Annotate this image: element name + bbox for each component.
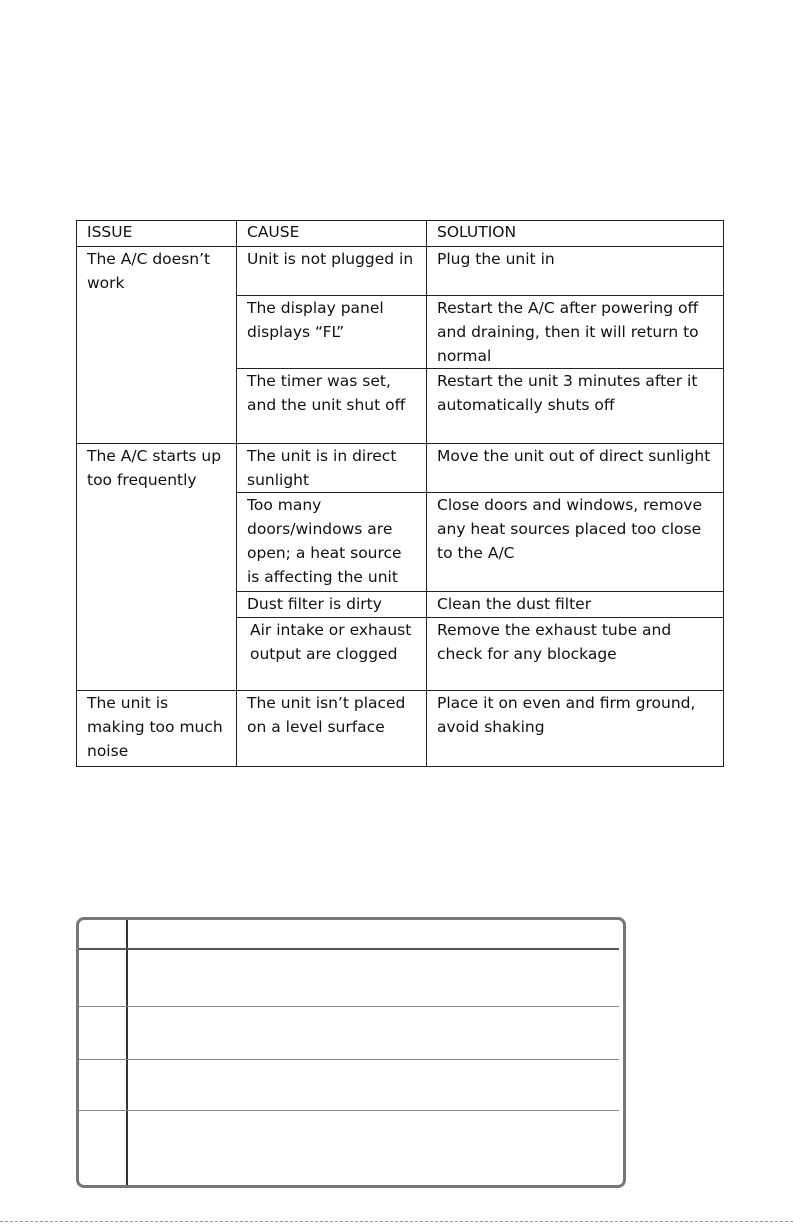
cause-cell: The unit is in direct sunlight: [237, 444, 427, 493]
cause-cell: The timer was set, and the unit shut off: [237, 369, 427, 444]
solution-cell: Plug the unit in: [427, 247, 724, 296]
table-row: [77, 444, 724, 493]
page-bottom-rule: [0, 1221, 793, 1222]
grid-header-divider: [79, 948, 619, 950]
troubleshooting-table: [76, 220, 724, 767]
cause-cell: The unit isn’t placed on a level surface: [237, 691, 427, 767]
cause-cell: Dust filter is dirty: [237, 592, 427, 618]
cause-cell: Air intake or exhaust output are clogged: [237, 618, 427, 691]
grid-row-divider: [79, 1110, 619, 1111]
header-solution: SOLUTION: [427, 221, 724, 247]
cause-cell: Unit is not plugged in: [237, 247, 427, 296]
solution-cell: Remove the exhaust tube and check for any blockage: [427, 618, 724, 691]
issue-cell: The A/C starts up too frequently: [77, 444, 237, 691]
solution-cell: Clean the dust filter: [427, 592, 724, 618]
solution-cell: Close doors and windows, remove any heat sources placed too close to the A/C: [427, 493, 724, 592]
table-header-row: [77, 221, 724, 247]
solution-cell: Restart the unit 3 minutes after it automatically shuts off: [427, 369, 724, 444]
troubleshooting-table-container: [76, 220, 723, 766]
solution-cell: Move the unit out of direct sunlight: [427, 444, 724, 493]
table-row: [77, 691, 724, 767]
solution-cell: Restart the A/C after powering off and draining, then it will return to normal: [427, 296, 724, 369]
table-row: [77, 247, 724, 296]
solution-cell: Place it on even and firm ground, avoid shaking: [427, 691, 724, 767]
issue-cell: The A/C doesn’t work: [77, 247, 237, 444]
cause-cell: Too many doors/windows are open; a heat source is affecting the unit: [237, 493, 427, 592]
issue-cell: The unit is making too much noise: [77, 691, 237, 767]
grid-column-divider: [126, 920, 128, 1185]
grid-row-divider: [79, 1006, 619, 1007]
header-cause: CAUSE: [237, 221, 427, 247]
grid-row-divider: [79, 1059, 619, 1060]
header-issue: ISSUE: [77, 221, 237, 247]
empty-grid-box: [76, 917, 626, 1188]
cause-cell: The display panel displays “FL”: [237, 296, 427, 369]
